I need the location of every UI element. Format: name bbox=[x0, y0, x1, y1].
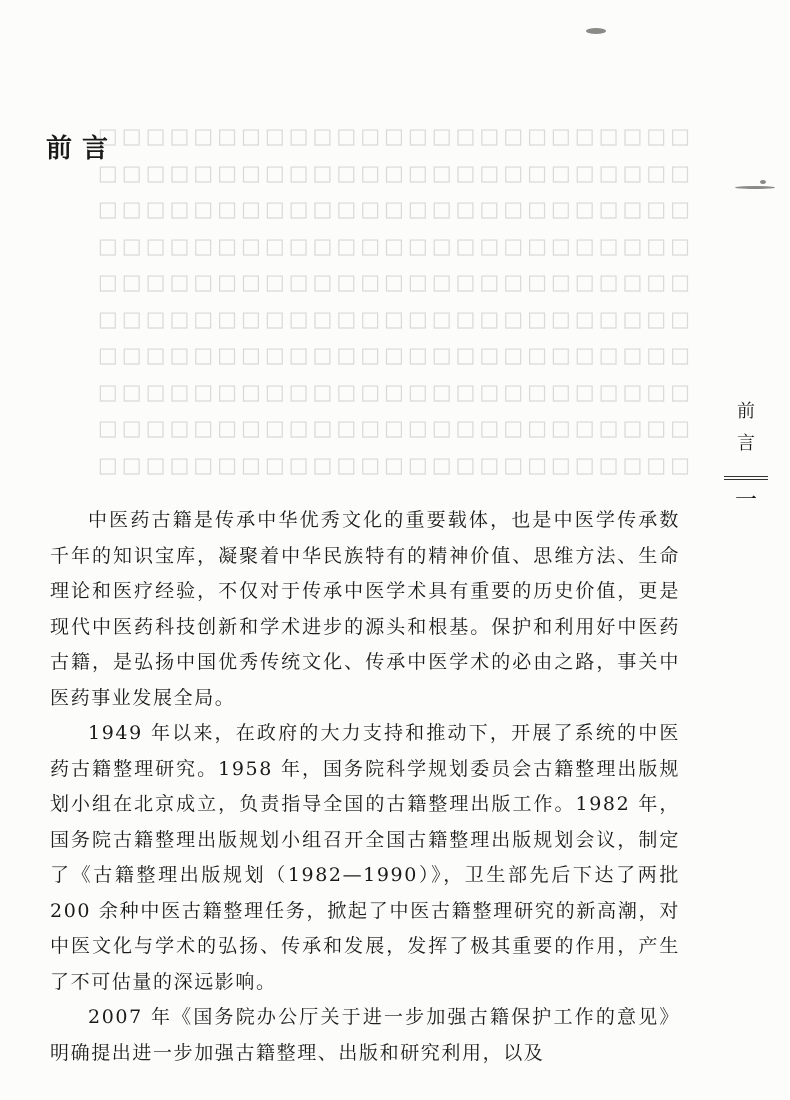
running-header: 前言 bbox=[737, 401, 755, 454]
speck bbox=[735, 186, 775, 189]
paragraph: 1949 年以来，在政府的大力支持和推动下，开展了系统的中医药古籍整理研究。1958 年，国务院科学规划委员会古籍整理出版规划小组在北京成立，负责指导全国的古籍整理出版工作。1982 年，国务院古籍整理出版规划小组召开全国古籍整理出版规划会议，制定了《古籍整理出版规划（1982—1990）》，卫生部先后下达了两批 200 余种中医古籍整理任务，掀起了中医古籍整理研究的新高潮，对中医文化与学术的弘扬、传承和发展，发挥了极其重要的作用，产生了不可估量的深远影响。 bbox=[50, 722, 680, 993]
speck bbox=[760, 180, 766, 184]
page-number: 一 bbox=[734, 488, 757, 513]
running-sidebar bbox=[724, 396, 768, 516]
speck bbox=[586, 28, 606, 34]
preface-body bbox=[50, 503, 680, 1071]
show-through-text: □□□□□□□□□□□□□□□□□□□□□□□□□ □□□□□□□□□□□□□□□□□□□□□□□□□ □□□□□□□□□□□□□□□□□□□□□□□□□ □□□□□□□□□□□□□□□□□□□□□□□□□ □□□□□□□□□□□□□□□□□□□□□□□□□ □□□□□□□□□□□□□□□□□□□□□□□□□ □□□□□□□□□□□□□□□□□□□□□□□□□ □□□□□□□□□□□□□□□□□□□□□□□□□ □□□□□□□□□□□□□□□□□□□□□□□□□ □□□□□□□□□□□□□□□□□□□□□□□□□ bbox=[93, 124, 690, 477]
paragraph: 中医药古籍是传承中华优秀文化的重要载体，也是中医学传承数千年的知识宝库，凝聚着中华民族特有的精神价值、思维方法、生命理论和医疗经验，不仅对于传承中医学术具有重要的历史价值，更是现代中医药科技创新和学术进步的源头和根基。保护和利用好中医药古籍，是弘扬中国优秀传统文化、传承中医学术的必由之路，事关中医药事业发展全局。 bbox=[50, 509, 680, 709]
preface-heading: 前言 bbox=[46, 134, 119, 164]
double-rule bbox=[724, 476, 768, 480]
paragraph: 2007 年《国务院办公厅关于进一步加强古籍保护工作的意见》明确提出进一步加强古籍整理、出版和研究利用，以及 bbox=[50, 1006, 680, 1064]
